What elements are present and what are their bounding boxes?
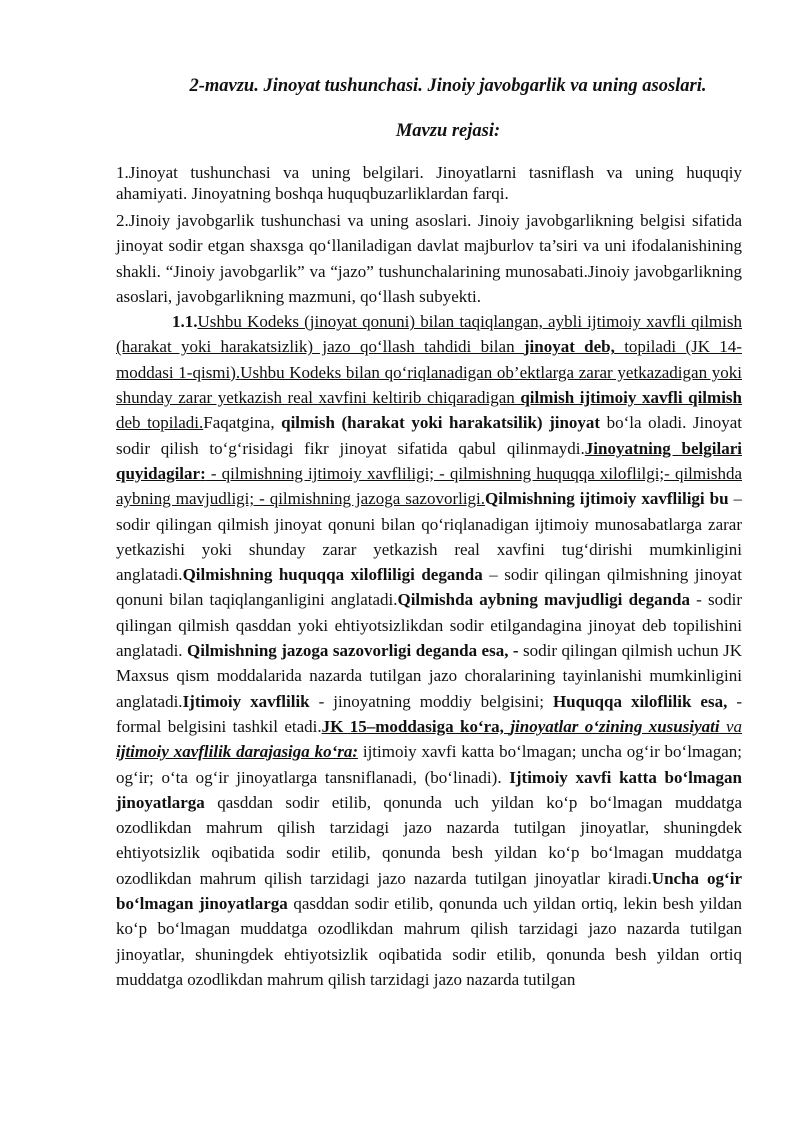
less-grave-crimes-text: qasddan sodir etilib, qonunda uch yildan ortiq, lekin besh yildan ko‘p bo‘lmagan muddatga ozodlikdan mahrum qilish tarzidagi jazo nazarda tutilgan jinoyatlar, shuningdek ehtiyotsizlik oqibatida sodir etilib, qonunda besh yildan ortiq muddatga ozodlikdan mahrum qilish tarzidagi jazo nazarda tutilgan — [116, 894, 742, 989]
danger-term: qilmish ijtimoiy xavfli qilmish — [520, 388, 742, 408]
feature-3-term: Qilmishda aybning mavjudligi deganda — [397, 590, 690, 610]
act-term: qilmish (harakat yoki harakatsilik) jinoyat — [281, 413, 601, 433]
material-feature-term: Ijtimoiy xavflilik — [182, 691, 310, 711]
article-15-reference: JK 15–moddasiga ko‘ra, — [321, 716, 511, 736]
feature-1-term: Qilmishning ijtimoiy xavfliligi bu — [485, 489, 729, 509]
plan-item-1: 1.Jinoyat tushunchasi va uning belgilari. Jinoyatlarni tasniflash va uning huquqiy ahamiyati. Jinoyatning boshqa huquqbuzarliklardan farqi. — [116, 163, 742, 203]
crime-definition-text: Ushbu Kodeks (jinoyat qonuni) bilan taqiqlangan, aybli ijtimoiy xavfli qilmish (harakat yoki harakatsizlik) jazo qo‘llash tahdidi bilan — [116, 312, 742, 357]
nature-term: jinoyatlar o‘zining xususiyati — [510, 716, 720, 736]
less-grave-crimes-term: Uncha og‘ir bo‘lmagan jinoyatlarga — [116, 868, 742, 914]
feature-2-text: – sodir qilingan qilmishning jinoyat qonuni bilan taqiqlanganligini anglatadi. — [116, 565, 742, 610]
feature-3-text: - sodir qilingan qilmish qasddan yoki ehtiyotsizlikdan sodir etilgandagina jinoyat deb topilishini anglatadi. — [116, 590, 742, 661]
connector-text: va — [719, 716, 743, 736]
crime-definition-source: topiladi (JK 14-moddasi 1-qismi). — [116, 337, 742, 382]
section-1-1-paragraph — [116, 309, 742, 992]
minor-crimes-text: qasddan sodir etilib, qonunda uch yildan ko‘p bo‘lmagan muddatga ozodlikdan mahrum qilish tarzidagi jazo nazarda tutilgan jinoyatlar, shuningdek ehtiyotsizlik oqibatida sodir etilib, qonunda besh yildan ko‘p bo‘lmagan muddatga ozodlikdan mahrum qilish tarzidagi jazo nazarda tutilgan jinoyatlar kiradi. — [116, 792, 742, 888]
plan-heading: Mavzu rejasi: — [395, 121, 501, 141]
danger-definition-end: deb topiladi. — [116, 413, 204, 433]
minor-crimes-term: Ijtimoiy xavfi katta bo‘lmagan jinoyatlarga — [116, 767, 742, 812]
material-feature-text: - jinoyatning moddiy belgisini; — [309, 691, 553, 711]
text-run: bo‘la oladi. Jinoyat sodir qilish to‘g‘risidagi fikr jinoyat sifatida qabul qilinmaydi. — [116, 413, 743, 458]
features-list: - qilmishning ijtimoiy xavfliligi; - qilmishning huquqqa xiloflilgi;- qilmishda aybning mavjudligi; - qilmishning jazoga sazovorligi. — [116, 463, 742, 509]
text-run: Faqatgina, — [203, 413, 282, 433]
topic-title: 2-mavzu. Jinoyat tushunchasi. Jinoiy javobgarlik va uning asoslari. — [189, 76, 707, 96]
feature-1-text: – sodir qilingan qilmish jinoyat qonuni bilan qo‘riqlanadigan ijtimoiy munosabatlarga zarar yetkazishi yoki shunday zarar yetkazish real xavfini tug‘dirishi mumkinligini anglatadi. — [116, 489, 742, 585]
feature-2-term: Qilmishning huquqqa xilofliligi deganda — [182, 565, 483, 585]
crime-term: jinoyat deb, — [523, 337, 615, 357]
feature-4-text: sodir qilingan qilmish uchun JK Maxsus qism moddalarida nazarda tutilgan jazo choralarining tayinlanishi mumkinligini anglatadi. — [116, 641, 742, 711]
formal-feature-term: Huquqqa xiloflilik esa, — [552, 691, 728, 711]
classification-text: ijtimoiy xavfi katta bo‘lmagan; uncha og‘ir bo‘lmagan; og‘ir; o‘ta og‘ir jinoyatlarga tansniflanadi, (bo‘linadi). — [116, 742, 742, 787]
plan-item-2: 2.Jinoiy javobgarlik tushunchasi va uning asoslari. Jinoiy javobgarlikning belgisi sifatida jinoyat sodir etgan shaxsga qo‘llaniladigan davlat majburlov ta’siri va uni ifodalanishining shakli. “Jinoiy javobgarlik” va “jazo” tushunchalarining munosabati.Jinoiy javobgarlikning asoslari, javobgarlikning mazmuni, qo‘llash subyekti. — [116, 211, 742, 306]
section-number: 1.1. — [172, 312, 198, 332]
danger-degree-term: ijtimoiy xavflilik darajasiga ko‘ra: — [116, 742, 359, 762]
formal-feature-text: - formal belgisini tashkil etadi. — [116, 691, 742, 736]
feature-4-term: Qilmishning jazoga sazovorligi deganda esa, - — [187, 641, 519, 661]
document-body — [116, 162, 742, 992]
features-heading: Jinoyatning belgilari quyidagilar: — [116, 438, 742, 483]
danger-definition-text: Ushbu Kodeks bilan qo‘riqlanadigan ob’ektlarga zarar yetkazadigan yoki shunday zarar yetkazish real xavfini keltirib chiqaradigan — [116, 362, 742, 408]
